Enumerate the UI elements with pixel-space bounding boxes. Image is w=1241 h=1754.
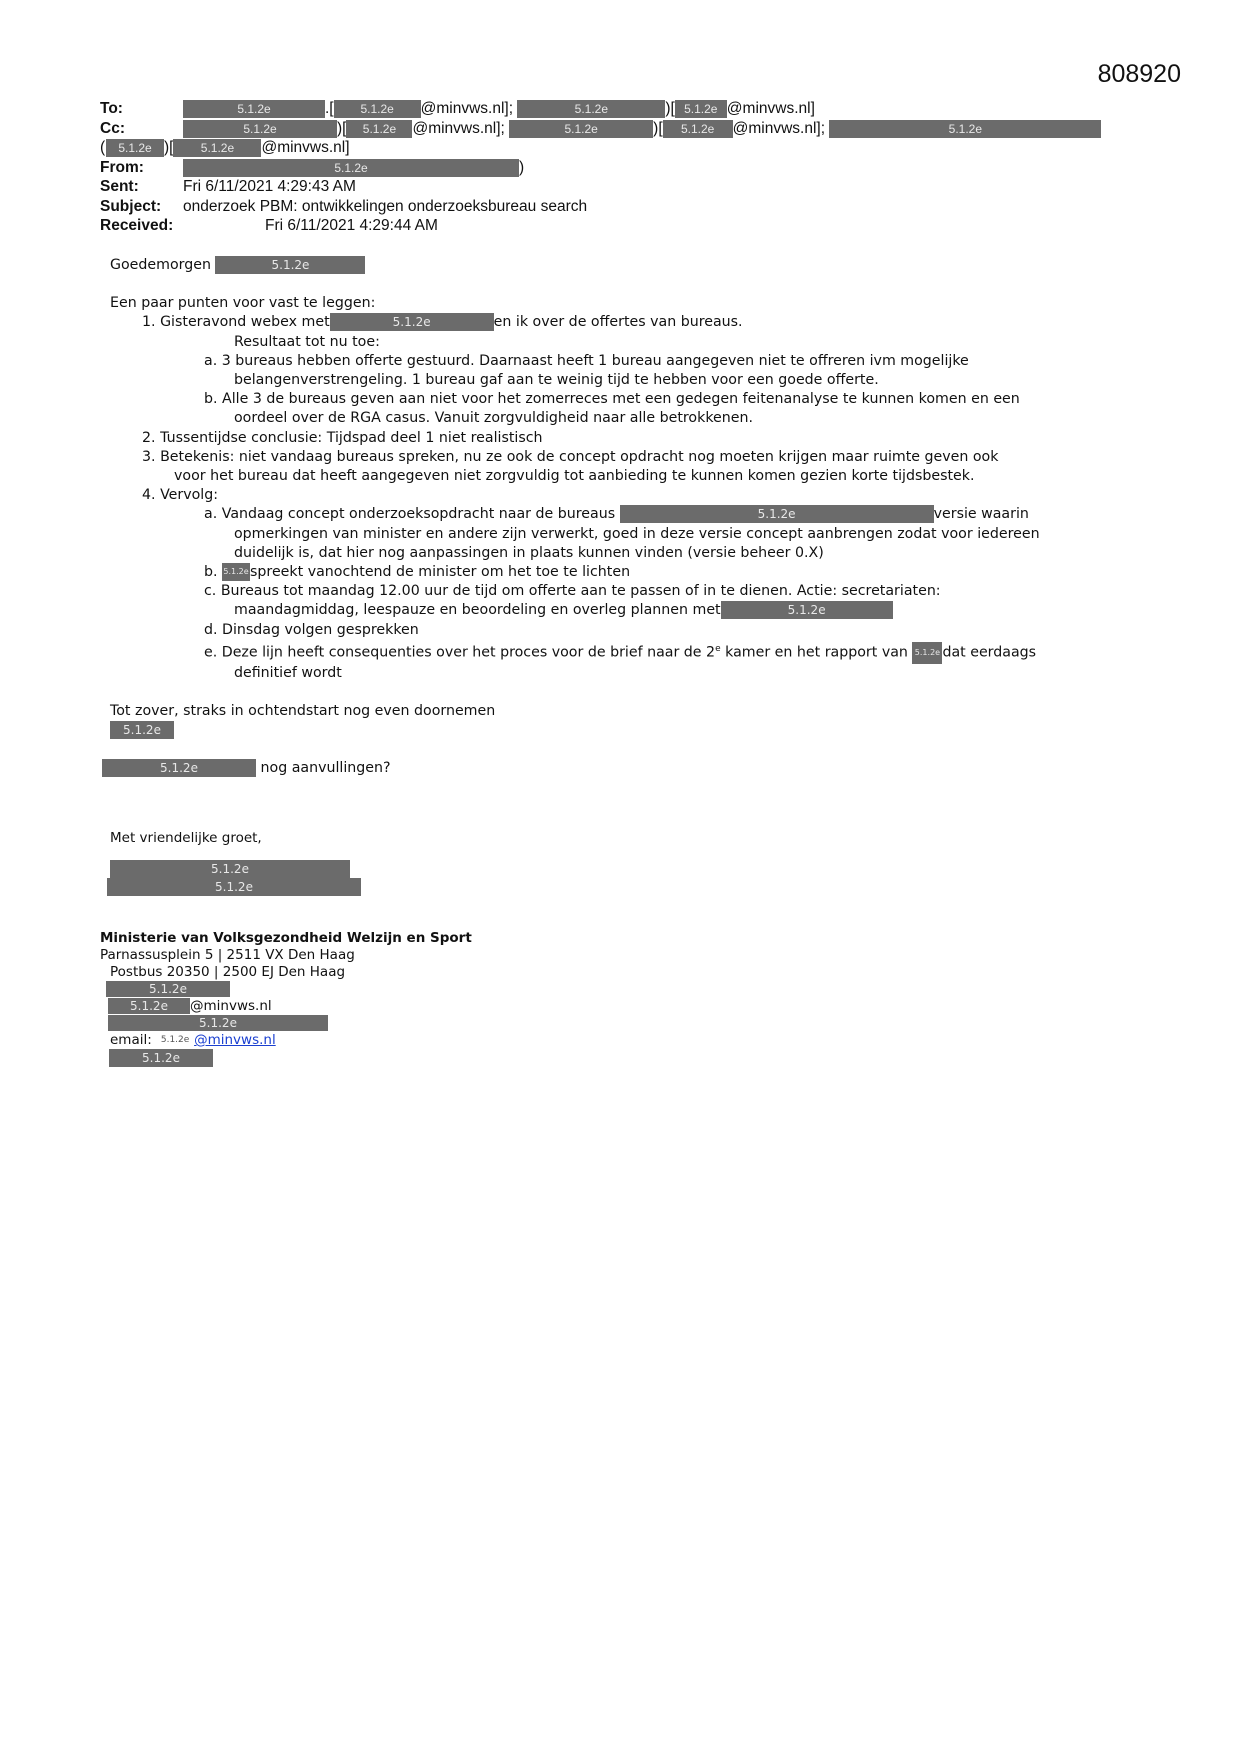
sent-row (100, 178, 1140, 198)
redaction: 5.1.2e (829, 120, 1101, 138)
list-item-1a: a. 3 bureaus hebben offerte gestuurd. Daarnaast heeft 1 bureau aangegeven niet te offreren ivm mogelijke (204, 352, 969, 369)
redaction: 5.1.2e (107, 878, 361, 896)
to-label: To: (100, 100, 123, 117)
cc-domain: @minvws.nl]; (412, 119, 505, 137)
redaction: 5.1.2e (183, 120, 337, 138)
cc-label: Cc: (100, 119, 125, 137)
redaction: 5.1.2e (215, 256, 365, 274)
list-item-1-sub: Resultaat tot nu toe: (234, 333, 380, 350)
org-address: Parnassusplein 5 | 2511 VX Den Haag (100, 947, 355, 963)
email-body: Goedemorgen 5.1.2e Een paar punten voor vast te leggen: 1. Gisteravond webex met 5.1.2e en ik over de offertes van bureaus. Resultaat tot nu toe: a. 3 bureaus hebben offerte gestuurd. Daarnaast heeft 1 bureau aangegeven niet te offreren ivm mogelijke belangenverstrengeling. 1 bureau gaf aan te weinig tijd te hebben voor een goede offerte. b. Alle 3 de bureaus geven aan niet voor het zomerreces met een gedegen feitenanalyse te kunnen komen en een oordeel over de RGA casus. Vanuit zorgvuldigheid naar alle betrokkenen. 2. Tussentijdse conclusie: Tijdspad deel 1 niet realistisch 3. Betekenis: niet vandaag bureaus spreken, nu ze ook de concept opdracht nog moeten krijgen maar ruimte geven ook voor het bureau dat heeft aangegeven niet zorgvuldig tot aanbieding te kunnen komen gezien korte tijdsbestek. 4. Vervolg: a. Vandaag concept onderzoeksopdracht naar de bureaus 5.1.2e versie waarin opmerkingen van minister en andere zijn verwerkt, goed in deze versie concept aanbrengen zodat voor iedereen duidelijk is, dat hier nog aanpassingen in plaats kunnen vinden (versie beheer 0.X) b. 5.1.2espreekt vanochtend de minister om het toe te lichten c. Bureaus tot maandag 12.00 uur de tijd om offerte aan te passen of in te dienen. Actie: secretariaten: maandagmiddag, leespauze en beoordeling en overleg plannen met 5.1.2e d. Dinsdag volgen gesprekken e. Deze lijn heeft consequenties over het proces voor de brief naar de 2e kamer en het rapport van 5.1.2e dat eerdaags definitief wordt Tot zover, straks in ochtendstart nog even doornemen 5.1.2e 5.1.2e nog aanvullingen? (110, 256, 1140, 778)
to-domain: @minvws.nl]; (420, 100, 514, 118)
redaction: 5.1.2e (106, 981, 230, 997)
received-value: Fri 6/11/2021 4:29:44 AM (265, 217, 438, 234)
list-item-4: 4. Vervolg: (142, 487, 219, 504)
redaction: 5.1.2e (173, 139, 261, 157)
to-row: To: 5.1.2e .[ 5.1.2e @minvws.nl]; 5.1.2e )[ 5.1.2e @minvws.nl] (100, 100, 815, 118)
intro: Een paar punten voor vast te leggen: (110, 295, 376, 312)
redaction: 5.1.2e (222, 563, 250, 581)
subject-value: onderzoek PBM: ontwikkelingen onderzoeksbureau search (183, 197, 588, 215)
org-name: Ministerie van Volksgezondheid Welzijn en Sport (100, 930, 472, 946)
email-header (100, 100, 1140, 237)
redaction: 5.1.2e (108, 998, 190, 1014)
redaction: 5.1.2e (675, 100, 727, 118)
received-label: Received: (100, 217, 174, 234)
list-item-4c: c. Bureaus tot maandag 12.00 uur de tijd om offerte aan te passen of in te dienen. Actie: secretariaten: (204, 583, 941, 600)
redaction: 5.1.2e (330, 313, 494, 331)
cc-domain: @minvws.nl] (261, 139, 350, 157)
list-item-1: 1. Gisteravond webex met 5.1.2e en ik over de offertes van bureaus. (142, 314, 743, 331)
subject-label: Subject: (100, 197, 162, 215)
organisation-block (100, 930, 472, 1067)
redaction: 5.1.2e (517, 100, 665, 118)
document-number: 808920 (1097, 60, 1181, 88)
list-item-2: 2. Tussentijdse conclusie: Tijdspad deel 1 niet realistisch (142, 429, 543, 446)
redaction: 5.1.2e (620, 505, 934, 523)
signature (110, 830, 361, 896)
redaction: 5.1.2e (183, 159, 519, 177)
subject-row (100, 198, 1140, 218)
list-item-1b: b. Alle 3 de bureaus geven aan niet voor het zomerreces met een gedegen feitenanalyse te kunnen komen en een (204, 391, 1020, 408)
list-item-4e: e. Deze lijn heeft consequenties over het proces voor de brief naar de 2e kamer en het rapport van 5.1.2e dat eerdaags (110, 640, 1140, 664)
sent-value: Fri 6/11/2021 4:29:43 AM (183, 178, 356, 195)
list-item-4d: d. Dinsdag volgen gesprekken (204, 621, 419, 638)
redaction: 5.1.2e (110, 860, 350, 878)
received-row (100, 217, 1140, 237)
redaction: 5.1.2e (106, 139, 164, 157)
greeting-line (110, 256, 1140, 275)
from-label: From: (100, 158, 144, 176)
redaction: 5.1.2e (721, 601, 893, 619)
from-row: From: 5.1.2e ) (100, 158, 525, 176)
regards: Met vriendelijke groet, (110, 830, 262, 846)
list-item-4b: b. 5.1.2espreekt vanochtend de minister om het toe te lichten (204, 564, 631, 581)
redaction: 5.1.2e (156, 1033, 194, 1047)
redaction: 5.1.2e (346, 120, 412, 138)
cc-row: Cc: 5.1.2e )[ 5.1.2e @minvws.nl]; 5.1.2e )[ 5.1.2e @minvws.nl]; 5.1.2e (100, 120, 1140, 140)
redaction: 5.1.2e (102, 759, 256, 777)
question-line: 5.1.2e nog aanvullingen? (102, 759, 1140, 778)
cc-domain: @minvws.nl]; (732, 119, 826, 137)
sent-label: Sent: (100, 178, 139, 195)
cc-row-continued: ( 5.1.2e )[ 5.1.2e @minvws.nl] (100, 139, 350, 157)
email-link[interactable]: @minvws.nl (194, 1032, 276, 1048)
redaction: 5.1.2e (183, 100, 325, 118)
closing-line: Tot zover, straks in ochtendstart nog even doornemen (110, 702, 496, 719)
greeting: Goedemorgen (110, 257, 211, 273)
org-domain: @minvws.nl (190, 998, 272, 1014)
redaction: 5.1.2e (334, 100, 421, 118)
redaction: 5.1.2e (108, 1015, 328, 1031)
email-label: email: (110, 1032, 152, 1048)
redaction: 5.1.2e (109, 1049, 213, 1067)
redaction: 5.1.2e (110, 721, 174, 739)
to-domain: @minvws.nl] (726, 100, 815, 118)
org-postbus: Postbus 20350 | 2500 EJ Den Haag (110, 964, 346, 980)
redaction: 5.1.2e (912, 642, 942, 664)
redaction: 5.1.2e (663, 120, 733, 138)
list-item-3: 3. Betekenis: niet vandaag bureaus spreken, nu ze ook de concept opdracht nog moeten krijgen maar ruimte geven ook (142, 448, 999, 465)
redaction: 5.1.2e (509, 120, 653, 138)
list-item-4a: a. Vandaag concept onderzoeksopdracht naar de bureaus 5.1.2e versie waarin (204, 506, 1029, 523)
